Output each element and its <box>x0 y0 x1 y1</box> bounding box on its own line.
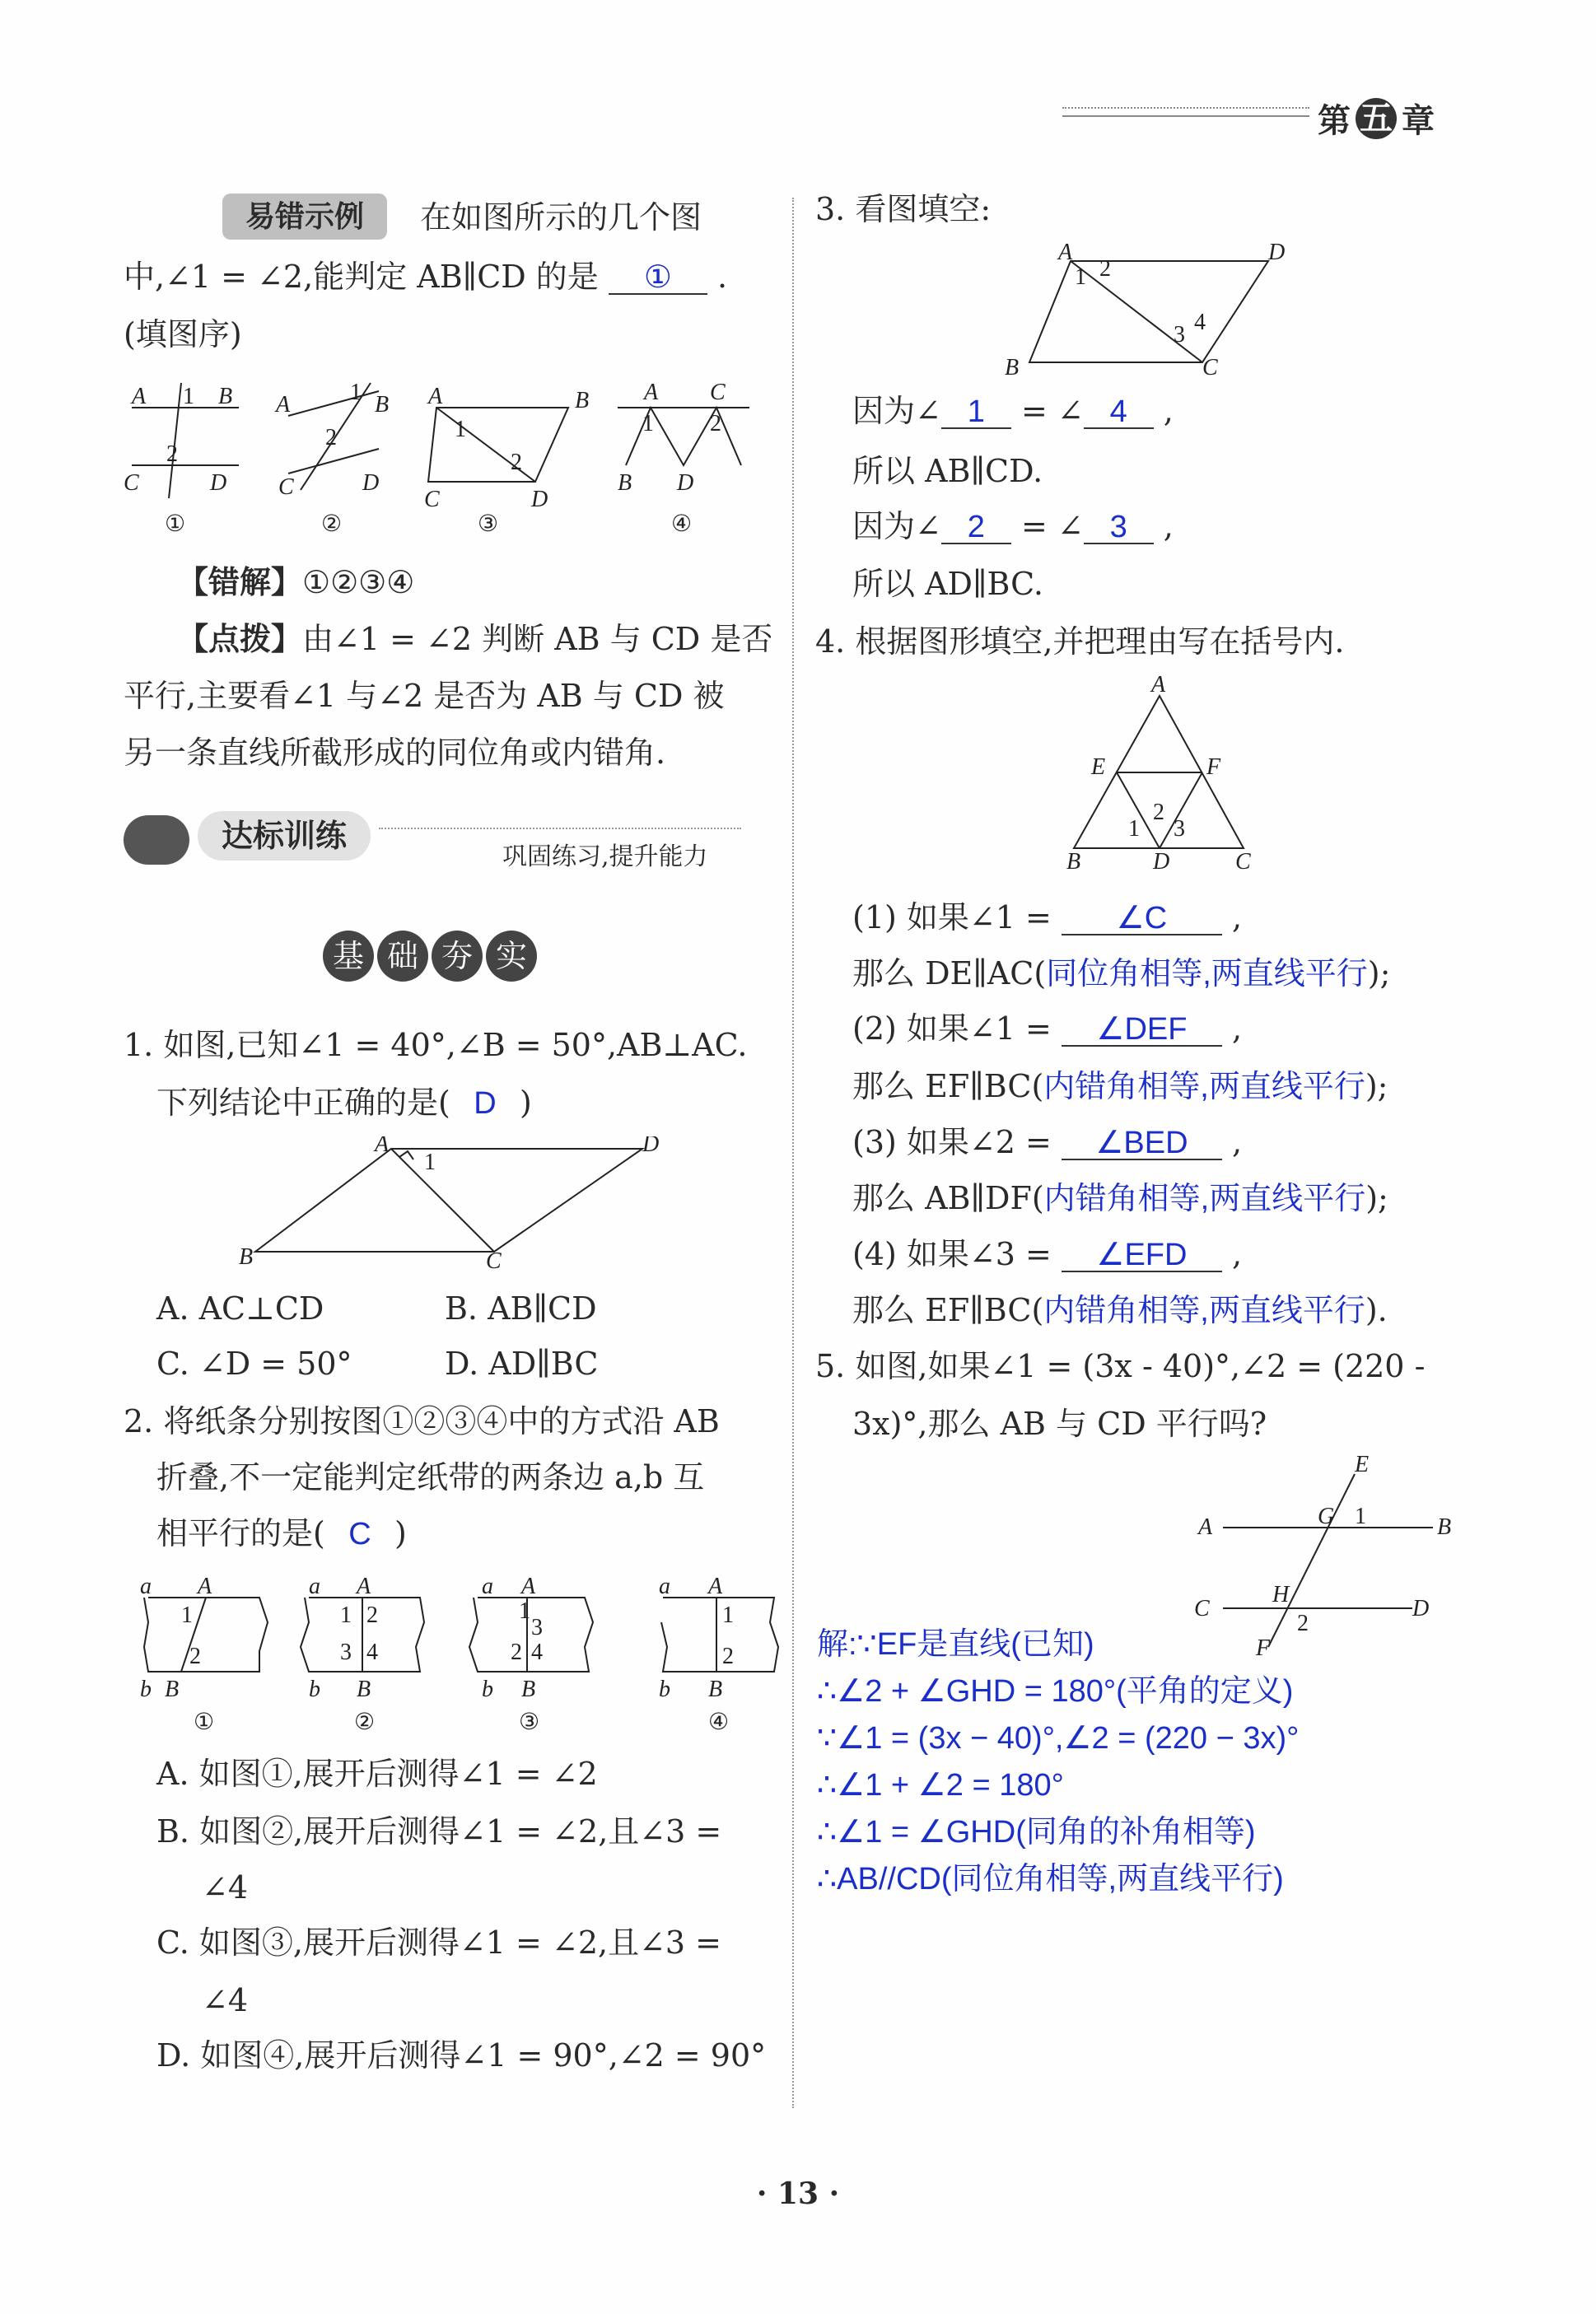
q3-title: 3. 看图填空: <box>815 191 992 227</box>
q5-figure <box>1186 1453 1466 1659</box>
svg-text:D: D <box>1268 243 1285 265</box>
svg-text:4: 4 <box>1194 310 1206 335</box>
q4-item-3-condition: (3) 如果∠2 = ∠BED , <box>852 1124 1243 1160</box>
example-fig-label-1: ① <box>165 511 186 537</box>
svg-text:A: A <box>357 1574 371 1599</box>
section-subtitle: 巩固练习,提升能力 <box>502 842 708 871</box>
svg-text:B: B <box>375 392 390 418</box>
svg-text:A: A <box>375 1136 390 1157</box>
svg-text:C: C <box>1194 1596 1210 1621</box>
svg-text:a: a <box>309 1574 320 1599</box>
q2-figures <box>136 1573 786 1738</box>
q3-figure <box>996 243 1285 383</box>
q2-option-d: D. 如图④,展开后测得∠1 = 90°,∠2 = 90° <box>156 2037 767 2074</box>
q1-answer: D <box>474 1086 497 1121</box>
svg-text:b: b <box>140 1677 152 1702</box>
svg-text:a: a <box>659 1574 670 1599</box>
basic-char-1: 基 <box>323 931 374 982</box>
chapter-heading <box>1318 95 1435 142</box>
page-number: · 13 · <box>756 2176 840 2211</box>
q4-reason-4: 内错角相等,两直线平行 <box>1043 1294 1365 1328</box>
q2-line-1: 2. 将纸条分别按图①②③④中的方式沿 AB <box>124 1403 720 1439</box>
svg-text:1: 1 <box>642 411 654 436</box>
svg-text:2: 2 <box>722 1644 734 1669</box>
svg-text:2: 2 <box>189 1644 201 1669</box>
svg-text:a: a <box>482 1574 493 1599</box>
svg-text:B: B <box>1005 355 1020 380</box>
q2-option-b-1: B. 如图②,展开后测得∠1 = ∠2,且∠3 = <box>156 1813 722 1850</box>
svg-text:B: B <box>1066 849 1081 873</box>
svg-text:a: a <box>140 1574 152 1599</box>
q4-item-1-conclusion: 那么 DE∥AC(同位角相等,两直线平行); <box>852 955 1391 991</box>
svg-text:4: 4 <box>531 1640 543 1665</box>
svg-text:2: 2 <box>1153 800 1164 825</box>
svg-text:1: 1 <box>340 1603 352 1628</box>
svg-text:A: A <box>1198 1514 1213 1540</box>
basic-char-4: 实 <box>486 931 537 982</box>
q1-option-d: D. AD∥BC <box>445 1346 599 1382</box>
svg-text:G: G <box>1318 1504 1335 1529</box>
svg-text:B: B <box>618 470 632 496</box>
example-figure-4 <box>618 408 749 465</box>
pencil-icon <box>124 815 189 865</box>
svg-text:B: B <box>239 1244 254 1270</box>
svg-text:1: 1 <box>183 384 194 409</box>
q3-answer-1: 1 <box>941 396 1011 429</box>
svg-text:A: A <box>708 1574 723 1599</box>
svg-text:D: D <box>210 470 227 496</box>
svg-text:2: 2 <box>511 1640 522 1665</box>
svg-text:B: B <box>1437 1514 1452 1540</box>
q5-line-1: 5. 如图,如果∠1 = (3x - 40)°,∠2 = (220 - <box>815 1348 1426 1384</box>
svg-text:D: D <box>1153 849 1170 873</box>
svg-text:2: 2 <box>1099 256 1111 282</box>
tip-line-1: 【点拨】由∠1 = ∠2 判断 AB 与 CD 是否 <box>177 620 773 657</box>
svg-text:C: C <box>424 487 440 512</box>
example-answer: ① <box>609 262 707 295</box>
example-question-1: 在如图所示的几个图 <box>420 199 702 236</box>
svg-text:D: D <box>677 470 694 496</box>
q4-reason-3: 内错角相等,两直线平行 <box>1043 1182 1366 1216</box>
svg-text:b: b <box>309 1677 320 1702</box>
q1-line-1: 1. 如图,已知∠1 = 40°,∠B = 50°,AB⊥AC. <box>124 1027 748 1063</box>
svg-text:B: B <box>575 388 590 413</box>
svg-text:B: B <box>218 384 233 409</box>
svg-text:2: 2 <box>710 411 721 436</box>
svg-text:A: A <box>428 384 443 409</box>
q3-answer-2: 4 <box>1084 396 1154 429</box>
svg-text:B: B <box>521 1677 536 1702</box>
svg-text:1: 1 <box>1355 1504 1366 1529</box>
solution-line-3: ∵∠1 = (3x − 40)°,∠2 = (220 − 3x)° <box>817 1721 1300 1756</box>
q2-option-a: A. 如图①,展开后测得∠1 = ∠2 <box>156 1756 598 1792</box>
svg-text:2: 2 <box>366 1603 378 1628</box>
example-fig-label-3: ③ <box>478 511 499 537</box>
chapter-post: 章 <box>1402 101 1435 140</box>
q5-line-2: 3x)°,那么 AB 与 CD 平行吗? <box>852 1406 1267 1442</box>
svg-text:F: F <box>1256 1635 1271 1659</box>
svg-text:H: H <box>1272 1582 1290 1607</box>
q4-reason-2: 内错角相等,两直线平行 <box>1043 1070 1365 1104</box>
svg-text:A: A <box>132 384 147 409</box>
q4-answer-4: ∠EFD <box>1062 1239 1222 1272</box>
example-figure-3 <box>428 408 568 482</box>
q4-item-3-conclusion: 那么 AB∥DF(内错角相等,两直线平行); <box>852 1180 1388 1216</box>
svg-text:A: A <box>644 380 659 405</box>
example-question-3: (填图序) <box>124 316 242 352</box>
svg-text:E: E <box>1355 1453 1370 1477</box>
svg-text:F: F <box>1206 754 1221 780</box>
svg-text:C: C <box>1202 355 1218 380</box>
svg-text:1: 1 <box>519 1598 530 1624</box>
q1-option-a: A. AC⊥CD <box>156 1290 324 1327</box>
tip-line-3: 另一条直线所截形成的同位角或内错角. <box>124 735 666 771</box>
svg-text:D: D <box>531 487 548 512</box>
svg-text:2: 2 <box>166 441 178 467</box>
svg-text:b: b <box>659 1677 670 1702</box>
chapter-pre: 第 <box>1318 101 1351 140</box>
svg-text:1: 1 <box>1128 816 1140 842</box>
q4-item-2-condition: (2) 如果∠1 = ∠DEF , <box>852 1010 1243 1047</box>
basic-banner <box>323 931 537 982</box>
svg-text:2: 2 <box>511 450 522 475</box>
tip-line-2: 平行,主要看∠1 与∠2 是否为 AB 与 CD 被 <box>124 678 725 714</box>
q3-answer-3: 2 <box>941 511 1011 544</box>
svg-text:1: 1 <box>181 1603 193 1628</box>
svg-text:1: 1 <box>455 417 466 442</box>
svg-text:A: A <box>276 392 291 418</box>
q4-title: 4. 根据图形填空,并把理由写在括号内. <box>815 623 1345 660</box>
solution-line-4: ∴∠1 + ∠2 = 180° <box>817 1768 1064 1803</box>
q3-line-2: 所以 AB∥CD. <box>852 453 1043 489</box>
svg-text:3: 3 <box>531 1615 543 1640</box>
svg-text:1: 1 <box>424 1150 436 1175</box>
example-fig-label-4: ④ <box>671 511 693 537</box>
q4-item-1-condition: (1) 如果∠1 = ∠C , <box>852 899 1243 935</box>
svg-text:A: A <box>1058 243 1073 265</box>
svg-text:A: A <box>521 1574 536 1599</box>
svg-text:1: 1 <box>1075 264 1086 290</box>
svg-text:A: A <box>1151 675 1166 697</box>
column-divider <box>792 198 794 2108</box>
q1-option-b: B. AB∥CD <box>445 1290 597 1327</box>
example-figures <box>124 375 758 539</box>
section-header <box>124 811 749 869</box>
svg-text:B: B <box>165 1677 180 1702</box>
solution-line-2: ∴∠2 + ∠GHD = 180°(平角的定义) <box>817 1674 1294 1709</box>
q3-answer-4: 3 <box>1084 511 1154 544</box>
q2-option-b-2: ∠4 <box>202 1869 249 1906</box>
solution-line-5: ∴∠1 = ∠GHD(同角的补角相等) <box>817 1815 1256 1850</box>
q3-line-4: 所以 AD∥BC. <box>852 566 1043 602</box>
q3-line-1: 因为∠ 1 = ∠ 4 , <box>852 393 1174 429</box>
q4-reason-1: 同位角相等,两直线平行 <box>1046 957 1368 991</box>
svg-text:3: 3 <box>340 1640 352 1665</box>
q2-fig-label-2: ② <box>354 1710 376 1735</box>
svg-text:C: C <box>1235 849 1251 873</box>
q2-answer: C <box>348 1517 371 1551</box>
svg-text:3: 3 <box>1174 816 1185 842</box>
svg-text:C: C <box>124 470 139 496</box>
q3-line-3: 因为∠ 2 = ∠ 3 , <box>852 508 1174 544</box>
basic-char-2: 础 <box>377 931 428 982</box>
q2-line-3: 相平行的是( C ) <box>156 1515 407 1551</box>
q4-answer-3: ∠BED <box>1062 1127 1222 1160</box>
q4-figure <box>1062 675 1260 873</box>
q4-item-4-conclusion: 那么 EF∥BC(内错角相等,两直线平行). <box>852 1292 1388 1328</box>
svg-text:C: C <box>278 474 294 500</box>
q1-figure <box>231 1136 659 1276</box>
example-question-2: 中,∠1 = ∠2,能判定 AB∥CD 的是 ① . <box>124 259 728 295</box>
svg-text:B: B <box>708 1677 723 1702</box>
svg-text:1: 1 <box>722 1603 734 1628</box>
q2-option-c-1: C. 如图③,展开后测得∠1 = ∠2,且∠3 = <box>156 1924 722 1961</box>
section-title: 达标训练 <box>198 811 371 861</box>
q4-answer-2: ∠DEF <box>1062 1014 1222 1047</box>
chapter-number-badge: 五 <box>1356 98 1397 139</box>
example-tag: 易错示例 <box>222 194 387 240</box>
q2-fig-label-3: ③ <box>519 1710 540 1735</box>
q4-item-4-condition: (4) 如果∠3 = ∠EFD , <box>852 1236 1243 1272</box>
svg-text:B: B <box>357 1677 371 1702</box>
svg-text:4: 4 <box>366 1640 378 1665</box>
svg-text:2: 2 <box>325 425 337 450</box>
basic-char-3: 夯 <box>432 931 483 982</box>
svg-text:2: 2 <box>1297 1611 1309 1636</box>
header-rule <box>1062 107 1309 117</box>
svg-text:3: 3 <box>1174 322 1185 348</box>
q4-item-2-conclusion: 那么 EF∥BC(内错角相等,两直线平行); <box>852 1068 1388 1104</box>
q1-option-c: C. ∠D = 50° <box>156 1346 352 1382</box>
q1-line-2: 下列结论中正确的是( D ) <box>156 1085 532 1121</box>
svg-text:D: D <box>1412 1596 1430 1621</box>
svg-text:b: b <box>482 1677 493 1702</box>
svg-text:1: 1 <box>350 380 362 405</box>
svg-text:C: C <box>486 1248 502 1274</box>
svg-text:A: A <box>198 1574 212 1599</box>
q2-line-2: 折叠,不一定能判定纸带的两条边 a,b 互 <box>156 1459 705 1495</box>
example-fig-label-2: ② <box>321 511 343 537</box>
section-rule <box>379 828 741 829</box>
solution-line-1: 解:∵EF是直线(已知) <box>817 1627 1094 1662</box>
q2-fig-label-4: ④ <box>708 1710 730 1735</box>
q2-option-c-2: ∠4 <box>202 1982 249 2018</box>
svg-text:D: D <box>642 1136 659 1157</box>
error-solution: 【错解】①②③④ <box>177 563 415 600</box>
svg-text:C: C <box>710 380 726 405</box>
svg-text:E: E <box>1091 754 1106 780</box>
q4-answer-1: ∠C <box>1062 903 1222 935</box>
q2-fig-label-1: ① <box>194 1710 215 1735</box>
svg-text:D: D <box>362 470 380 496</box>
solution-line-6: ∴AB//CD(同位角相等,两直线平行) <box>817 1862 1284 1896</box>
